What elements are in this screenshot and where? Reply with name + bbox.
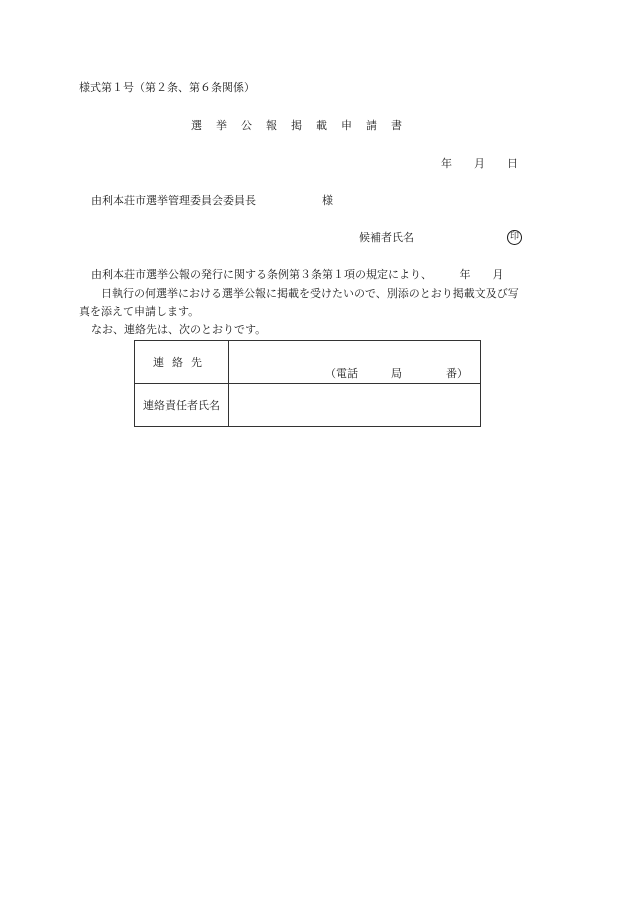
body-line-1: 由利本荘市選挙公報の発行に関する条例第３条第１項の規定により、 年 月 (91, 268, 504, 281)
form-number: 様式第１号（第２条、第６条関係） (79, 81, 255, 94)
contact-label: 連絡先 (135, 341, 229, 384)
document-title: 選挙公報掲載申請書 (191, 119, 416, 132)
body-line-4: なお、連絡先は、次のとおりです。 (91, 323, 267, 336)
contact-table (134, 340, 481, 427)
body-line-3: 真を添えて申請します。 (79, 305, 200, 318)
date-line: 年 月 日 (441, 157, 518, 170)
phone-placeholder: （電話 局 番） (325, 367, 468, 380)
contact-row (135, 341, 481, 384)
responsible-person-row (135, 384, 481, 427)
responsible-person-label: 連絡責任者氏名 (135, 384, 229, 427)
addressee: 由利本荘市選挙管理委員会委員長 様 (91, 194, 333, 207)
responsible-person-value (229, 384, 481, 427)
candidate-name-label: 候補者氏名 (359, 231, 414, 244)
seal-mark: 印 (507, 230, 522, 245)
contact-value-cell (229, 341, 481, 384)
body-line-2: 日執行の何選挙における選挙公報に掲載を受けたいので、別添のとおり掲載文及び写 (101, 287, 519, 300)
